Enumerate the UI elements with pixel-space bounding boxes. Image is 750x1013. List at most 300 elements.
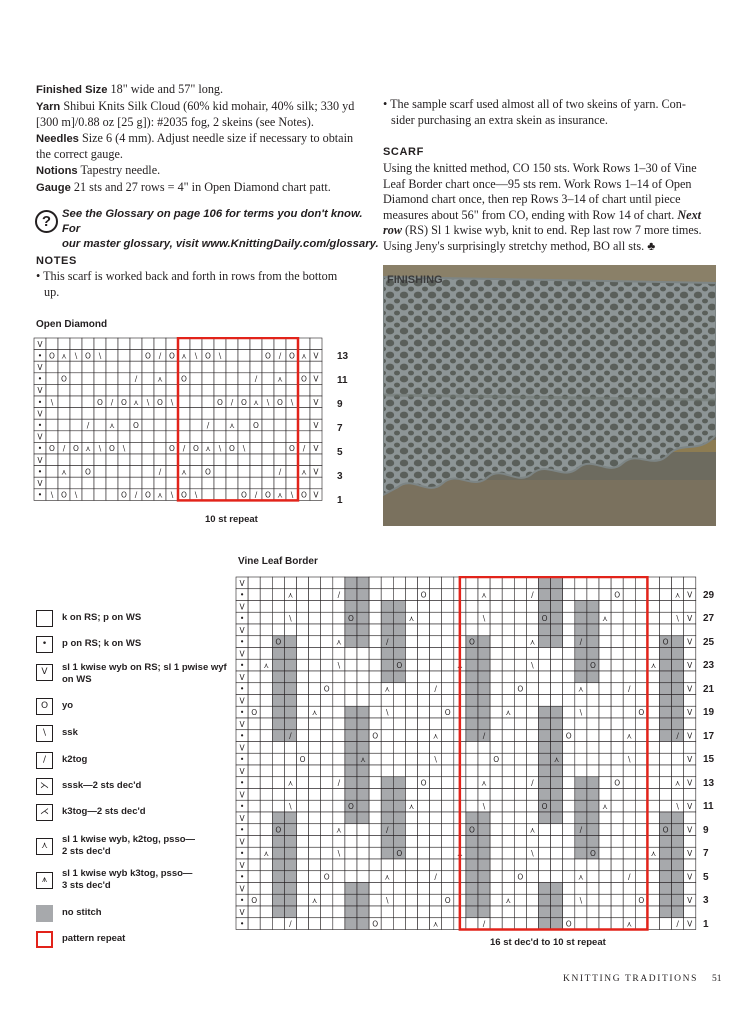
vl-cell <box>539 753 551 765</box>
vl-symbol: \ <box>289 614 292 624</box>
vl-cell <box>539 589 551 601</box>
vl-row-5: 5 <box>703 872 709 883</box>
vl-cell <box>526 894 538 906</box>
vl-cell <box>466 742 478 754</box>
vl-cell <box>526 883 538 895</box>
vl-symbol: O <box>444 708 451 718</box>
vl-cell <box>502 753 514 765</box>
od-symbol: O <box>301 374 307 384</box>
od-cell <box>178 419 190 431</box>
od-cell <box>250 442 262 454</box>
vl-cell <box>430 812 442 824</box>
vl-cell <box>430 859 442 871</box>
open-diamond-row-numbers <box>337 337 362 507</box>
od-cell <box>58 384 70 396</box>
vl-cell <box>539 718 551 730</box>
vl-cell <box>357 730 369 742</box>
vl-symbol: / <box>627 684 631 694</box>
vl-cell <box>345 706 357 718</box>
vl-cell <box>309 612 321 624</box>
vl-row-27: 27 <box>703 613 715 624</box>
vl-cell <box>321 859 333 871</box>
vl-cell <box>248 742 260 754</box>
vl-cell <box>430 894 442 906</box>
vl-cell <box>502 800 514 812</box>
vl-symbol: \ <box>531 849 534 859</box>
vl-symbol: / <box>289 919 292 929</box>
od-symbol: V <box>313 397 319 407</box>
od-symbol: • <box>37 444 43 454</box>
vl-symbol: V <box>239 907 245 917</box>
vl-cell <box>539 859 551 871</box>
vl-symbol: V <box>687 614 693 624</box>
vl-cell <box>587 859 599 871</box>
vl-cell <box>672 659 684 671</box>
vl-cell <box>623 906 635 918</box>
vl-cell <box>321 847 333 859</box>
od-symbol: • <box>37 490 43 500</box>
od-cell <box>250 361 262 373</box>
vl-cell <box>563 753 575 765</box>
vl-cell <box>539 836 551 848</box>
vl-symbol: \ <box>482 614 486 624</box>
vl-cell <box>490 906 502 918</box>
vl-symbol: ⋏ <box>408 802 415 812</box>
vl-symbol: V <box>687 731 693 741</box>
od-cell <box>130 442 142 454</box>
vl-cell <box>478 742 490 754</box>
vl-cell <box>284 906 296 918</box>
vl-cell <box>430 824 442 836</box>
vl-symbol: V <box>239 860 245 870</box>
vl-cell <box>660 800 672 812</box>
vl-cell <box>333 800 345 812</box>
vl-cell <box>526 836 538 848</box>
vl-cell <box>405 765 417 777</box>
od-cell <box>190 408 202 420</box>
od-symbol: ⋏ <box>277 490 283 500</box>
vl-cell <box>442 777 454 789</box>
vl-cell <box>563 765 575 777</box>
od-cell <box>262 466 274 478</box>
vl-cell <box>333 906 345 918</box>
vl-cell <box>575 836 587 848</box>
vl-cell <box>442 730 454 742</box>
vl-cell <box>684 836 696 848</box>
vl-cell <box>321 612 333 624</box>
vl-cell <box>430 883 442 895</box>
vl-cell <box>502 659 514 671</box>
vl-cell <box>684 671 696 683</box>
vl-cell <box>514 695 526 707</box>
vl-cell <box>575 659 587 671</box>
vl-cell <box>623 847 635 859</box>
vl-cell <box>672 671 684 683</box>
vl-cell <box>466 577 478 589</box>
od-symbol: O <box>241 397 247 407</box>
vl-cell <box>272 894 284 906</box>
vl-cell <box>526 695 538 707</box>
vl-cell <box>647 706 659 718</box>
vl-cell <box>369 824 381 836</box>
vl-cell <box>502 847 514 859</box>
vl-cell <box>551 612 563 624</box>
vl-cell <box>418 718 430 730</box>
photo-overlay-text: FINISHING <box>387 274 443 286</box>
vl-cell <box>599 742 611 754</box>
od-cell <box>250 408 262 420</box>
vl-cell <box>599 765 611 777</box>
vl-cell <box>551 859 563 871</box>
od-cell <box>106 384 118 396</box>
od-cell <box>262 408 274 420</box>
vl-cell <box>297 871 309 883</box>
vl-cell <box>599 706 611 718</box>
vl-cell <box>672 836 684 848</box>
od-symbol: / <box>134 374 138 384</box>
vl-cell <box>466 789 478 801</box>
vl-cell <box>635 718 647 730</box>
needles-line: Needles Size 6 (4 mm). Adjust needle size if necessary to obtain <box>36 130 354 145</box>
vl-cell <box>490 706 502 718</box>
vl-cell <box>623 824 635 836</box>
vl-cell <box>248 765 260 777</box>
vl-cell <box>284 883 296 895</box>
vl-cell <box>442 824 454 836</box>
vl-cell <box>623 718 635 730</box>
notes-bullet-1-line-1: • This scarf is worked back and forth in rows from the bottom <box>36 269 338 283</box>
od-cell <box>298 408 310 420</box>
vl-symbol: \ <box>385 896 389 906</box>
vl-cell <box>587 836 599 848</box>
vl-cell <box>260 918 272 930</box>
od-cell <box>178 408 190 420</box>
vl-cell <box>587 577 599 589</box>
vl-cell <box>490 812 502 824</box>
vl-cell <box>442 800 454 812</box>
vl-symbol: • <box>239 661 245 671</box>
vl-cell <box>442 612 454 624</box>
vl-symbol: V <box>687 661 693 671</box>
vl-cell <box>248 800 260 812</box>
vl-cell <box>297 836 309 848</box>
vl-cell <box>260 906 272 918</box>
od-symbol: ⋏ <box>181 467 187 477</box>
vl-cell <box>635 730 647 742</box>
vl-cell <box>345 789 357 801</box>
od-cell <box>142 361 154 373</box>
vl-cell <box>563 671 575 683</box>
vl-cell <box>369 742 381 754</box>
vl-cell <box>660 836 672 848</box>
vl-cell <box>611 695 623 707</box>
vl-cell <box>381 906 393 918</box>
vl-cell <box>490 589 502 601</box>
vl-cell <box>321 718 333 730</box>
vl-cell <box>260 589 272 601</box>
od-cell <box>286 373 298 385</box>
od-cell <box>94 338 106 350</box>
od-symbol: \ <box>146 397 150 407</box>
vl-cell <box>563 812 575 824</box>
vl-cell <box>272 847 284 859</box>
vl-symbol: ⋏ <box>553 755 560 765</box>
vl-symbol: O <box>662 825 669 835</box>
vl-cell <box>514 789 526 801</box>
vl-cell <box>478 789 490 801</box>
od-symbol: O <box>277 397 283 407</box>
vl-cell <box>418 812 430 824</box>
od-cell <box>58 431 70 443</box>
vl-cell <box>345 742 357 754</box>
od-cell <box>154 454 166 466</box>
vl-cell <box>357 601 369 613</box>
vl-cell <box>369 777 381 789</box>
od-cell <box>250 454 262 466</box>
vl-symbol: \ <box>676 614 679 624</box>
od-cell <box>106 361 118 373</box>
vl-cell <box>514 577 526 589</box>
vl-cell <box>563 718 575 730</box>
vl-cell <box>587 871 599 883</box>
vl-cell <box>405 777 417 789</box>
vl-cell <box>430 589 442 601</box>
vl-cell <box>248 612 260 624</box>
od-cell <box>310 477 322 489</box>
vl-cell <box>381 671 393 683</box>
od-symbol: • <box>37 374 43 384</box>
vl-row-19: 19 <box>703 707 715 718</box>
od-cell <box>130 350 142 362</box>
vl-cell <box>587 612 599 624</box>
od-cell <box>106 466 118 478</box>
vl-cell <box>587 918 599 930</box>
od-symbol: • <box>37 467 43 477</box>
vl-cell <box>599 659 611 671</box>
vl-cell <box>539 730 551 742</box>
vl-cell <box>551 883 563 895</box>
vl-cell <box>599 918 611 930</box>
od-cell <box>46 466 58 478</box>
vl-cell <box>660 871 672 883</box>
vl-cell <box>478 824 490 836</box>
legend-symbol-k3tog: ⋌ <box>36 804 53 821</box>
vl-cell <box>357 883 369 895</box>
od-cell <box>142 338 154 350</box>
vl-symbol: \ <box>337 849 341 859</box>
vl-cell <box>248 659 260 671</box>
vl-cell <box>297 883 309 895</box>
od-cell <box>262 431 274 443</box>
vl-cell <box>478 577 490 589</box>
vl-cell <box>357 824 369 836</box>
vl-cell <box>478 695 490 707</box>
vl-cell <box>551 894 563 906</box>
vl-cell <box>490 601 502 613</box>
vl-cell <box>478 906 490 918</box>
vl-cell <box>297 624 309 636</box>
od-symbol: O <box>253 421 259 430</box>
od-cell <box>238 350 250 362</box>
vl-cell <box>260 624 272 636</box>
od-cell <box>238 361 250 373</box>
vl-cell <box>272 577 284 589</box>
vl-cell <box>248 859 260 871</box>
vl-cell <box>309 765 321 777</box>
od-cell <box>298 361 310 373</box>
vl-cell <box>502 601 514 613</box>
vl-cell <box>575 765 587 777</box>
vl-cell <box>369 589 381 601</box>
od-cell <box>274 384 286 396</box>
od-cell <box>130 338 142 350</box>
od-symbol: V <box>37 432 43 442</box>
od-symbol: V <box>313 490 319 500</box>
vl-cell <box>248 812 260 824</box>
vl-cell <box>333 706 345 718</box>
vl-cell <box>587 824 599 836</box>
vl-cell <box>502 648 514 660</box>
vl-symbol: / <box>337 590 341 600</box>
vl-cell <box>635 671 647 683</box>
vl-cell <box>297 671 309 683</box>
vl-cell <box>514 589 526 601</box>
vl-cell <box>490 883 502 895</box>
od-symbol: / <box>278 351 282 361</box>
vl-cell <box>405 906 417 918</box>
vl-symbol: ⋏ <box>336 825 342 835</box>
vl-cell <box>478 836 490 848</box>
vl-cell <box>260 636 272 648</box>
od-cell <box>166 373 178 385</box>
vl-cell <box>478 847 490 859</box>
od-symbol: V <box>37 479 43 488</box>
od-symbol: O <box>169 444 175 454</box>
od-cell <box>166 338 178 350</box>
vl-row-11: 11 <box>703 801 714 812</box>
vl-cell <box>660 847 672 859</box>
vl-cell <box>551 812 563 824</box>
od-cell <box>286 408 298 420</box>
od-cell <box>94 408 106 420</box>
vl-cell <box>405 847 417 859</box>
vl-cell <box>611 624 623 636</box>
vl-cell <box>539 847 551 859</box>
vl-cell <box>539 742 551 754</box>
vl-cell <box>405 730 417 742</box>
vl-cell <box>309 695 321 707</box>
vl-symbol: \ <box>531 661 534 671</box>
vl-cell <box>563 859 575 871</box>
vl-cell <box>539 906 551 918</box>
vl-cell <box>660 894 672 906</box>
vl-symbol: V <box>687 872 693 882</box>
vl-cell <box>587 765 599 777</box>
vl-cell <box>478 671 490 683</box>
vl-cell <box>660 659 672 671</box>
od-symbol: V <box>313 351 319 361</box>
vl-cell <box>647 624 659 636</box>
vl-symbol: ⋏ <box>578 684 584 694</box>
vl-cell <box>369 718 381 730</box>
vl-cell <box>393 695 405 707</box>
vl-cell <box>345 671 357 683</box>
legend-label-ssk: ssk <box>62 727 78 738</box>
od-cell <box>106 350 118 362</box>
vl-cell <box>418 577 430 589</box>
vl-cell <box>442 683 454 695</box>
vl-cell <box>647 695 659 707</box>
vl-cell <box>563 577 575 589</box>
vl-cell <box>563 659 575 671</box>
vl-cell <box>297 718 309 730</box>
od-cell <box>154 419 166 431</box>
vl-cell <box>333 918 345 930</box>
od-cell <box>214 489 226 501</box>
vl-cell <box>297 824 309 836</box>
od-cell <box>262 477 274 489</box>
od-symbol: O <box>181 490 187 500</box>
vl-cell <box>526 918 538 930</box>
vl-cell <box>660 577 672 589</box>
od-cell <box>262 419 274 431</box>
vl-cell <box>684 812 696 824</box>
vl-cell <box>635 624 647 636</box>
notes-heading: NOTES <box>36 255 77 267</box>
od-symbol: O <box>145 490 151 500</box>
od-cell <box>310 361 322 373</box>
od-cell <box>178 431 190 443</box>
od-symbol: \ <box>194 490 198 500</box>
od-symbol: \ <box>218 444 222 454</box>
od-cell <box>262 373 274 385</box>
od-symbol: O <box>205 351 211 361</box>
vl-symbol: O <box>396 661 403 671</box>
vl-cell <box>260 883 272 895</box>
vl-cell <box>381 883 393 895</box>
glossary-question-icon: ? <box>35 210 58 233</box>
od-cell <box>226 361 238 373</box>
vl-cell <box>490 918 502 930</box>
vl-symbol: O <box>565 919 572 929</box>
vl-cell <box>672 753 684 765</box>
vl-cell <box>418 765 430 777</box>
vl-symbol: • <box>239 802 245 812</box>
vl-cell <box>623 777 635 789</box>
od-cell <box>130 384 142 396</box>
od-cell <box>130 408 142 420</box>
vl-cell <box>587 718 599 730</box>
vl-cell <box>345 871 357 883</box>
vl-cell <box>405 659 417 671</box>
vl-cell <box>623 648 635 660</box>
vl-cell <box>381 836 393 848</box>
vl-symbol: ⋏ <box>457 661 463 671</box>
od-symbol: / <box>278 467 282 477</box>
vl-cell <box>369 859 381 871</box>
vl-cell <box>599 624 611 636</box>
legend-symbol-knit <box>36 610 53 627</box>
od-cell <box>178 384 190 396</box>
vl-cell <box>405 871 417 883</box>
vl-cell <box>635 883 647 895</box>
od-cell <box>70 373 82 385</box>
gauge-line: Gauge 21 sts and 27 rows = 4" in Open Diamond chart patt. <box>36 179 331 194</box>
vl-cell <box>672 706 684 718</box>
vl-cell <box>309 859 321 871</box>
od-cell <box>202 361 214 373</box>
vl-cell <box>284 859 296 871</box>
